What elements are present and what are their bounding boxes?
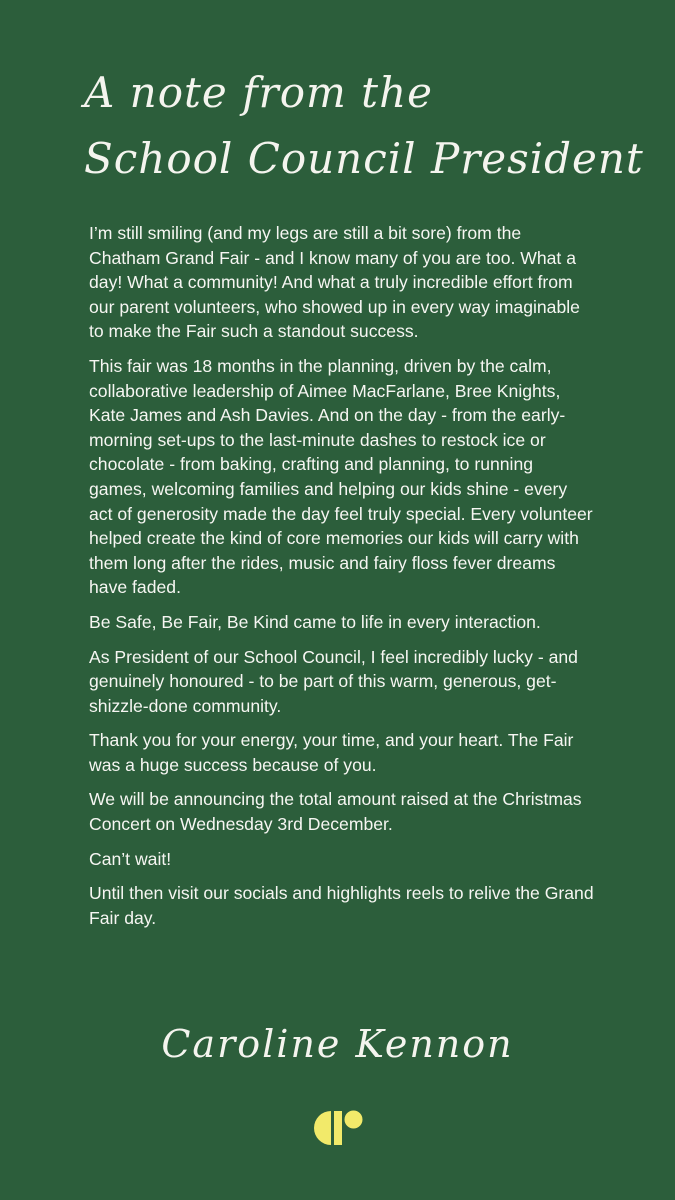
paragraph: We will be announcing the total amount raised at the Christmas Concert on Wednesday 3rd December. bbox=[89, 789, 582, 835]
title-line-2: School Council President bbox=[84, 134, 644, 183]
paragraph: Thank you for your energy, your time, and your heart. The Fair was a huge success because of you. bbox=[89, 730, 574, 775]
letter-body bbox=[89, 221, 594, 940]
paragraph: As President of our School Council, I feel incredibly lucky - and genuinely honoured - to be part of this warm, generous, get-shizzle-done community. bbox=[89, 646, 578, 716]
paragraph: I’m still smiling (and my legs are still a bit sore) from the Chatham Grand Fair - and I know many of you are too. What a day! What a community! And what a truly incredible effort from our parent volunteers, who showed up in every way imaginable to make the Fair such a standout success. bbox=[89, 223, 580, 342]
paragraph: This fair was 18 months in the planning, driven by the calm, collaborative leadership of Aimee MacFarlane, Bree Knights, Kate James and Ash Davies. And on the day - from the early-morning set-ups to the last-minute dashes to restock ice or chocolate - from baking, crafting and planning, to running games, welcoming families and helping our kids shine - every act of generosity made the day feel truly special. Every volunteer helped create the kind of core memories our kids will carry with them long after the rides, music and fairy floss fever dreams have faded. bbox=[89, 355, 593, 598]
paragraph: Can’t wait! bbox=[89, 848, 172, 869]
school-logo-icon bbox=[314, 1107, 364, 1149]
paragraph: Be Safe, Be Fair, Be Kind came to life in every interaction. bbox=[89, 611, 541, 632]
paragraph: Until then visit our socials and highlights reels to relive the Grand Fair day. bbox=[89, 883, 594, 928]
page-title bbox=[84, 60, 644, 192]
title-line-1: A note from the bbox=[84, 68, 433, 117]
signature: Caroline Kennon bbox=[161, 1022, 514, 1066]
